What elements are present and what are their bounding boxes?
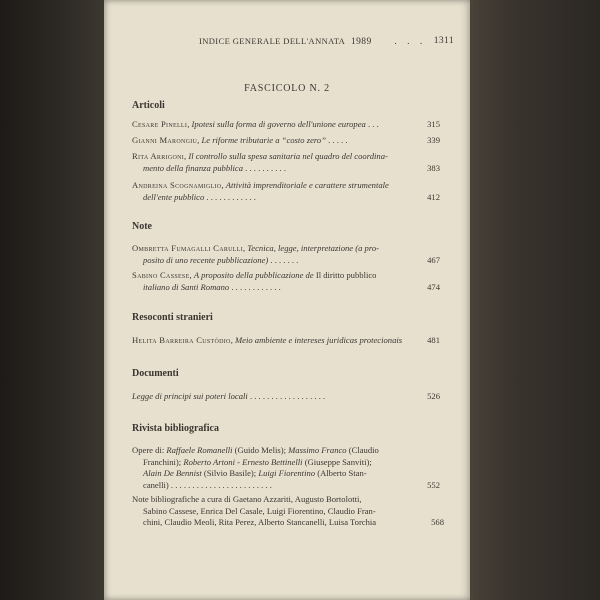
background-right [466, 0, 600, 600]
toc-entry: Sabino Cassese, A proposito della pubblicazione de Il diritto pubblico italiano di Santi Romano . . . . . . . . . . . . [132, 270, 377, 292]
running-header [199, 36, 454, 47]
entry-author: Andreina Scognamiglio [132, 180, 222, 190]
opere-label: Opere di: [132, 445, 165, 455]
entry-page-number: 467 [427, 254, 440, 265]
fascicolo-heading: FASCICOLO N. 2 [244, 83, 330, 94]
opere-reviewer: Franchini); [143, 456, 182, 467]
opere-work: Alain De Bennist [143, 468, 202, 479]
opere-reviewer: (Silvio Basile); [203, 468, 257, 479]
entry-page-number: 339 [427, 135, 440, 145]
background-left [0, 0, 108, 600]
toc-entry: Ombretta Fumagalli Carulli, Tecnica, legge, interpretazione (a pro- posito di uno recente pubblicazione) . . . . . . . [132, 243, 380, 265]
header-title: INDICE GENERALE DELL'ANNATA [199, 36, 346, 46]
entry-dots: . . . . . . . . . . [245, 162, 286, 173]
header-dots: . . . [394, 37, 427, 47]
opere-work: Massimo Franco [288, 445, 347, 455]
toc-entry: Cesare Pinelli, Ipotesi sulla forma di governo dell'unione europea . . . [132, 119, 379, 129]
opere-work: Raffaele Romanelli [166, 445, 233, 455]
opere-work: Luigi Fiorentino [258, 468, 316, 479]
entry-page-number: 481 [427, 335, 440, 345]
entry-author: Ombretta Fumagalli Carulli [132, 243, 243, 253]
entry-dots: . . . . . . . . . . . . . . . . . . . . . . . . [170, 479, 272, 490]
toc-entry [132, 391, 394, 403]
entry-page-number: 383 [427, 162, 440, 173]
opere-reviewer: canelli) [143, 479, 169, 490]
toc-entry-note-bibliografiche [132, 494, 417, 529]
entry-title: Tecnica, legge, interpretazione (a pro- [247, 243, 380, 253]
entry-dots: . . . . . . . [270, 254, 299, 265]
note-bib-line: Sabino Cassese, Enrica Del Casale, Luigi Fiorentino, Claudio Fran- [143, 505, 376, 516]
entry-dots: . . . . . [328, 135, 348, 145]
entry-page-number: 568 [431, 517, 444, 527]
toc-entry: Rita Arrigoni, Il controllo sulla spesa sanitaria nel quadro del coordina- mento della finanza pubblica . . . . . . . . . . [132, 151, 388, 173]
entry-author: Rita Arrigoni [132, 151, 185, 161]
book-page [104, 0, 470, 600]
entry-title-continuation: dell'ente pubblico [143, 191, 205, 202]
toc-entry: Helita Barreira Custódio, Meio ambiente e intereses juridicas protecionais [132, 335, 403, 345]
entry-title: Ipotesi sulla forma di governo dell'unione europea [191, 119, 366, 129]
entry-title: Attività imprenditoriale e carattere strumentale [225, 180, 389, 190]
entry-title-continuation: italiano di Santi Romano [143, 281, 230, 292]
entry-author: Sabino Cassese [132, 270, 190, 280]
opere-reviewer: (Giuseppe Sanviti); [304, 456, 372, 467]
toc-entry-opere [132, 445, 402, 491]
section-title-rivista: Rivista bibliografica [132, 423, 219, 434]
opere-reviewer: (Guido Melis); [234, 445, 286, 455]
opere-reviewer: (Claudio [348, 445, 379, 455]
header-page-number: 1311 [433, 36, 454, 46]
entry-page-number: 552 [427, 479, 440, 490]
entry-title: Le riforme tributarie a “costo zero” [201, 135, 326, 145]
entry-title: Il controllo sulla spesa sanitaria nel quadro del coordina- [188, 151, 388, 161]
toc-entry: Gianni Marongiu, Le riforme tributarie a “costo zero” . . . . . [132, 135, 348, 145]
entry-page-number: 315 [427, 119, 440, 129]
entry-dots: . . . [367, 119, 379, 129]
note-bib-line: chini, Claudio Meoli, Rita Perez, Alberto Stancanelli, Luisa Torchia [143, 517, 377, 528]
entry-title-plain: Il diritto pubblico [315, 270, 377, 280]
note-bib-line: Note bibliografiche a cura di Gaetano Azzariti, Augusto Bortolotti, [132, 494, 362, 504]
section-title-note: Note [132, 221, 152, 232]
opere-work: Roberto Artoni - Ernesto Bettinelli [183, 456, 303, 467]
entry-title-continuation: posito di uno recente pubblicazione) [143, 254, 269, 265]
entry-page-number: 526 [427, 391, 440, 401]
section-title-articoli: Articoli [132, 100, 165, 111]
entry-title: A proposito della pubblicazione de [193, 270, 314, 280]
entry-title: Meio ambiente e intereses juridicas protecionais [234, 335, 403, 345]
entry-page-number: 412 [427, 191, 440, 202]
entry-page-number: 474 [427, 281, 440, 292]
entry-dots: . . . . . . . . . . . . . . . . . . [249, 391, 326, 401]
header-year: 1989 [351, 37, 372, 47]
entry-author: Cesare Pinelli [132, 119, 188, 129]
opere-reviewer: (Alberto Stan- [317, 468, 367, 479]
section-title-resoconti: Resoconti stranieri [132, 312, 213, 323]
entry-title: Legge di principi sui poteri locali [132, 391, 248, 401]
entry-dots: . . . . . . . . . . . . [231, 281, 281, 292]
toc-entry: Andreina Scognamiglio, Attività imprenditoriale e carattere strumentale dell'ente pubblico . . . . . . . . . . . . [132, 180, 389, 202]
entry-author: Gianni Marongiu [132, 135, 198, 145]
entry-title-continuation: mento della finanza pubblica [143, 162, 244, 173]
section-title-documenti: Documenti [132, 368, 179, 379]
entry-dots: . . . . . . . . . . . . [206, 191, 256, 202]
entry-author: Helita Barreira Custódio [132, 335, 231, 345]
